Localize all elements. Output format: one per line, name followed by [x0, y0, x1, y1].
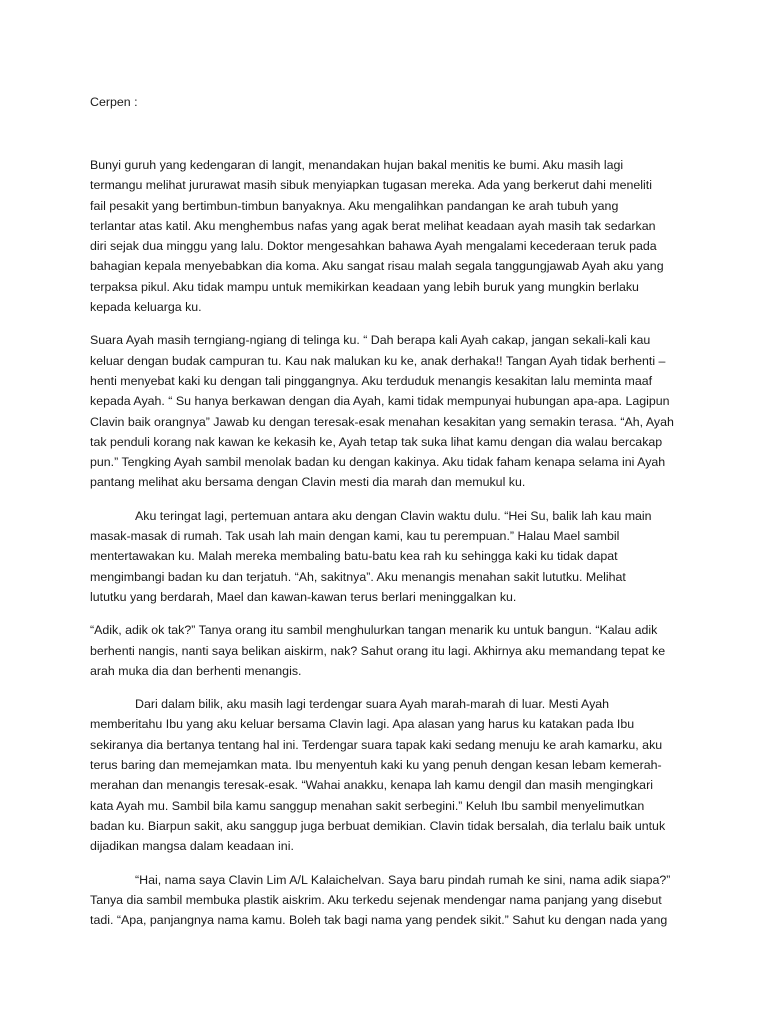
paragraph-line: Bunyi guruh yang kedengaran di langit, menandakan hujan bakal menitis ke bumi. Aku masih lagi	[90, 158, 624, 172]
paragraph-line: memberitahu Ibu yang aku keluar bersama Clavin lagi. Apa alasan yang harus ku katakan pada Ibu	[90, 717, 635, 732]
story-paragraph	[90, 155, 690, 317]
paragraph-line: merahan dan menangis teresak-esak. “Wahai anakku, kenapa lah kamu dengil dan masih mengingkari	[90, 778, 653, 793]
story-paragraph	[90, 506, 690, 607]
paragraph-line: henti menyebat kaki ku dengan tali pinggangnya. Aku terduduk menangis kesakitan lalu meminta maaf	[90, 373, 653, 388]
paragraph-line: pantang melihat aku bersama dengan Clavin mesti dia marah dan memukul ku.	[90, 475, 526, 490]
document-heading: Cerpen :	[90, 95, 138, 109]
paragraph-line: kata Ayah mu. Sambil bila kamu sanggup menahan sakit serbegini.” Keluh Ibu sambil menyelimutkan	[90, 798, 645, 813]
paragraph-line: Aku teringat lagi, pertemuan antara aku dengan Clavin waktu dulu. “Hei Su, balik lah kau main	[135, 508, 652, 523]
paragraph-line: “Adik, adik ok tak?” Tanya orang itu sambil menghulurkan tangan menarik ku untuk bangun. “Kalau adik	[90, 623, 658, 638]
story-paragraph	[90, 620, 690, 681]
paragraph-line: “Hai, nama saya Clavin Lim A/L Kalaichelvan. Saya baru pindah rumah ke sini, nama adik siapa?”	[135, 872, 671, 887]
paragraph-line: kepada Ayah. “ Su hanya berkawan dengan dia Ayah, kami tidak mempunyai hubungan apa-apa. Lagipun	[90, 394, 670, 409]
paragraph-line: kepada keluarga ku.	[90, 300, 202, 315]
paragraph-line: tak penduli korang nak kawan ke kekasih ke, Ayah tetap tak suka lihat kamu dengan dia walau bercakap	[90, 434, 663, 449]
paragraph-line: Clavin baik orangnya” Jawab ku dengan teresak-esak menahan kesakitan yang semakin terasa. “Ah, Ayah	[90, 414, 674, 429]
story-paragraph	[90, 694, 690, 856]
paragraph-line: fail pesakit yang bertimbun-timbun banyaknya. Aku mengalihkan pandangan ke arah tubuh yang	[90, 198, 619, 213]
paragraph-line: Dari dalam bilik, aku masih lagi terdengar suara Ayah marah-marah di luar. Mesti Ayah	[135, 697, 610, 712]
paragraph-line: terpaksa pikul. Aku tidak mampu untuk memikirkan keadaan yang lebih buruk yang mungkin berlaku	[90, 279, 639, 294]
paragraph-line: badan ku. Biarpun sakit, aku sanggup juga berbuat demikian. Clavin tidak bersalah, dia terlalu baik untuk	[90, 818, 666, 833]
paragraph-line: berhenti nangis, nanti saya belikan aiskirm, nak? Sahut orang itu lagi. Akhirnya aku memandang tepat ke	[90, 643, 666, 658]
paragraph-line: sekiranya dia bertanya tentang hal ini. Terdengar suara tapak kaki sedang menuju ke arah kamarku, aku	[90, 737, 663, 752]
paragraph-line: dijadikan mangsa dalam keadaan ini.	[90, 839, 294, 854]
story-paragraph	[90, 330, 690, 492]
story-body	[90, 155, 690, 943]
paragraph-line: mentertawakan ku. Malah mereka membaling batu-batu kea rah ku sehingga kaki ku tidak dapat	[90, 549, 618, 564]
paragraph-line: lututku yang berdarah, Mael dan kawan-kawan terus berlari meninggalkan ku.	[90, 589, 517, 604]
paragraph-line: mengimbangi badan ku dan terjatuh. “Ah, sakitnya”. Aku menangis menahan sakit lututku. Melihat	[90, 569, 626, 584]
paragraph-line: tadi. “Apa, panjangnya nama kamu. Boleh tak bagi nama yang pendek sikit.” Sahut ku dengan nada yang	[90, 913, 668, 928]
paragraph-line: masak-masak di rumah. Tak usah lah main dengan kami, kau tu perempuan.” Halau Mael sambil	[90, 529, 620, 544]
story-paragraph	[90, 870, 690, 931]
paragraph-line: Tanya dia sambil membuka plastik aiskrim. Aku terkedu sejenak mendengar nama panjang yang disebut	[90, 892, 662, 907]
paragraph-line: keluar dengan budak campuran tu. Kau nak malukan ku ke, anak derhaka!! Tangan Ayah tidak berhenti –	[90, 353, 666, 368]
paragraph-line: Suara Ayah masih terngiang-ngiang di telinga ku. “ Dah berapa kali Ayah cakap, jangan sekali-kali kau	[90, 333, 651, 348]
paragraph-line: pun.” Tengking Ayah sambil menolak badan ku dengan kakinya. Aku tidak faham kenapa selama ini Ayah	[90, 455, 666, 470]
paragraph-line: terlantar atas katil. Aku menghembus nafas yang agak berat melihat keadaan ayah masih tak sedarkan	[90, 218, 656, 233]
paragraph-line: terus baring dan memejamkan mata. Ibu menyentuh kaki ku yang penuh dengan kesan lebam kemerah-	[90, 758, 662, 773]
paragraph-line: arah muka dia dan berhenti menangis.	[90, 663, 302, 678]
paragraph-line: diri sejak dua minggu yang lalu. Doktor mengesahkan bahawa Ayah mengalami kecederaan teruk pada	[90, 239, 657, 254]
paragraph-line: bahagian kepala menyebabkan dia koma. Aku sangat risau malah segala tanggungjawab Ayah aku yang	[90, 259, 664, 274]
paragraph-line: termangu melihat jururawat masih sibuk menyiapkan tugasan mereka. Ada yang berkerut dahi meneliti	[90, 178, 653, 193]
